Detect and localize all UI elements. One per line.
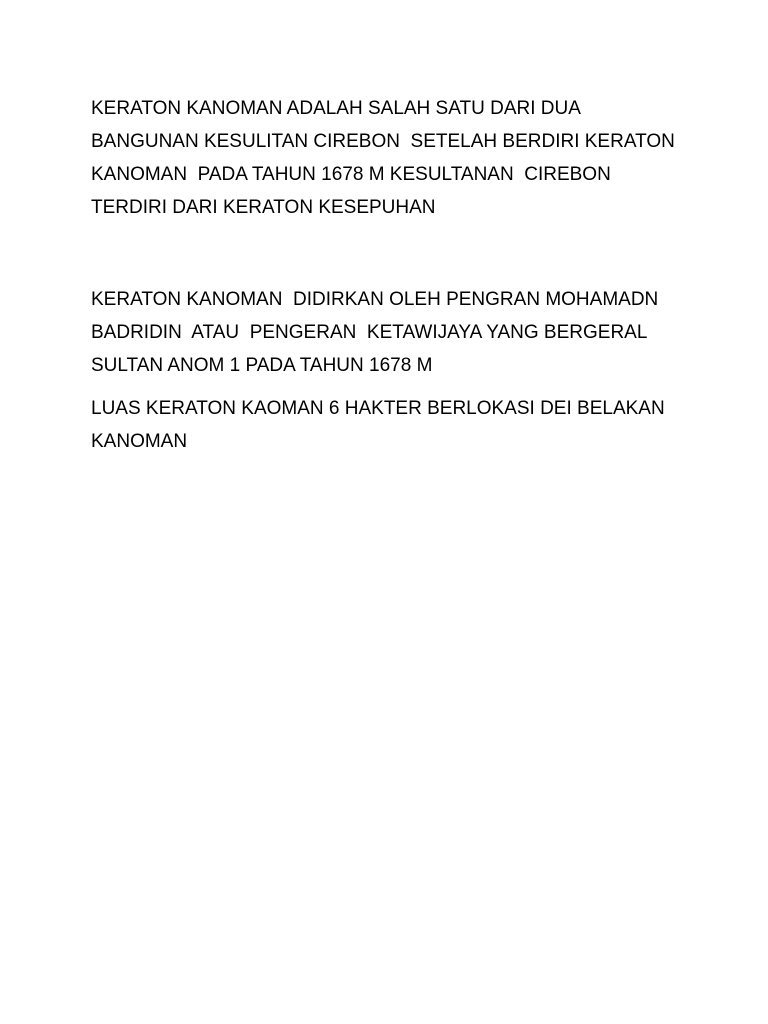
text-line: KERATON KANOMAN DIDIRKAN OLEH PENGRAN MOHAMADN <box>91 289 659 310</box>
text-line: TERDIRI DARI KERATON KESEPUHAN <box>91 197 436 218</box>
paragraph-3 <box>91 392 691 458</box>
text-line: SULTAN ANOM 1 PADA TAHUN 1678 M <box>91 355 433 376</box>
paragraph-2 <box>91 283 691 382</box>
text-line: KANOMAN <box>91 431 188 452</box>
paragraph-1 <box>91 92 691 224</box>
document-body <box>91 92 691 458</box>
text-line: BADRIDIN ATAU PENGERAN KETAWIJAYA YANG BERGERAL <box>91 322 648 343</box>
text-line: LUAS KERATON KAOMAN 6 HAKTER BERLOKASI DEI BELAKAN <box>91 398 665 419</box>
text-line: BANGUNAN KESULITAN CIREBON SETELAH BERDIRI KERATON <box>91 131 675 152</box>
text-line: KANOMAN PADA TAHUN 1678 M KESULTANAN CIREBON <box>91 164 611 185</box>
text-line: KERATON KANOMAN ADALAH SALAH SATU DARI DUA <box>91 98 581 119</box>
